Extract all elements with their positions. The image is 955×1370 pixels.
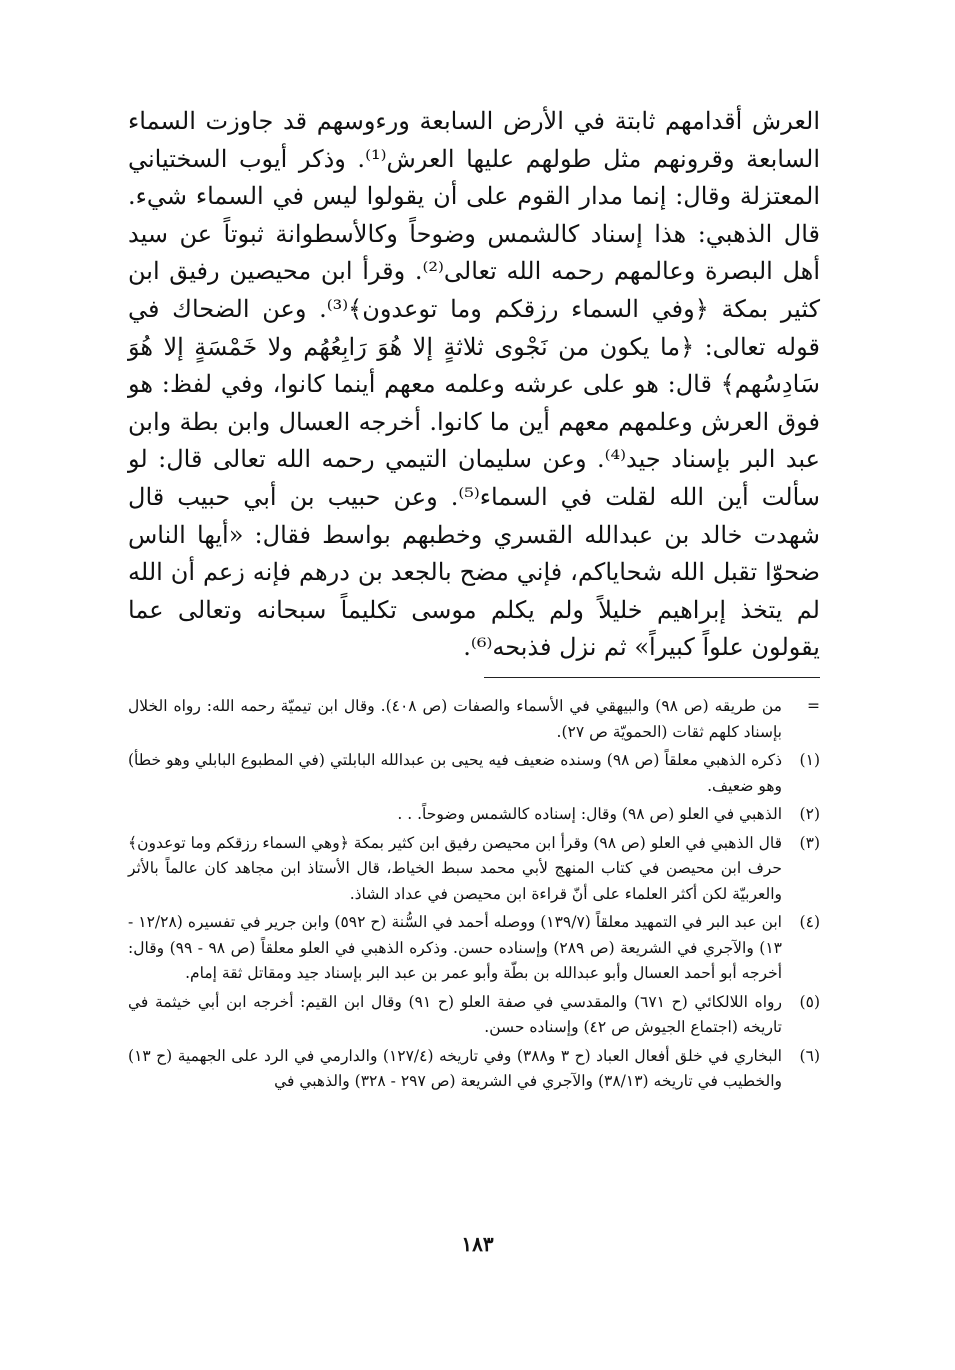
footnote-number: (٣) bbox=[799, 833, 820, 852]
footnote-text: قال الذهبي في العلو (ص ٩٨) وقرأ ابن محيصن رفيق ابن كثير بمكة ﴿وهي السماء رزقكم وما توعدون﴾ حرف ابن محيصن في كتاب المنهج لأبي محمد سبط الخياط، قال الأستاذ ابن مجاهد كان عالماً بالأثر والعربيّة لكن أكثر العلماء على أنّ قراءة ابن محيصن في عداد الشاذ. bbox=[128, 833, 783, 903]
footnote-number: (٢) bbox=[799, 805, 820, 823]
main-paragraph: العرش أقدامهم ثابتة في الأرض السابعة ورءوسهم قد جاوزت السماء السابعة وقرونهم مثل طولهم عليها العرش⁽¹⁾. وذكر أيوب السختياني المعتزلة وقال: إنما مدار القوم على أن يقولوا ليس في السماء شيء. قال الذهبي: هذا إسناد كالشمس وضوحاً وكالأسطوانة ثبوتاً عن سيد أهل البصرة وعالمهم رحمه الله تعالى⁽²⁾. وقرأ ابن محيصين رفيق ابن كثير بمكة ﴿وفي السماء رزقكم وما توعدون﴾⁽³⁾. وعن الضحاك في قوله تعالى: ﴿ما يكون من نَجْوى ثلاثةٍ إلا هُوَ رَابِعُهُم ولا خَمْسَةٍ إلا هُوَ سَادِسُهم﴾ قال: هو على عرشه وعلمه معهم أينما كانوا، وفي لفظ: هو فوق العرش وعلمهم معهم أين ما كانوا. أخرجه العسال وابن بطة وابن عبد البر بإسناد جيد⁽⁴⁾. وعن سليمان التيمي رحمه الله تعالى قال: لو سألت أين الله لقلت في السماء⁽⁵⁾. وعن حبيب بن أبي حبيب قال شهدت خالد بن عبدالله القسري وخطبهم بواسط فقال: «أيها الناس ضحوّا تقبل الله شحاياكم، فإني مضح بالجعد بن درهم فإنه زعم أن الله لم يتخذ إبراهيم خليلاً ولم يكلم موسى تكليماً سبحانه وتعالى عما يقولون علواً كبيراً» ثم نزل فذبحه⁽⁶⁾. bbox=[128, 107, 821, 662]
footnote-continuation bbox=[128, 694, 820, 745]
footnote-text: من طريقه (ص ٩٨) والبيهقي في الأسماء والصفات (ص ٤٠٨). وقال ابن تيميّة رحمه الله: رواه الخلال بإسناد كلهم ثقات (الحمويّة ص ٢٧). bbox=[128, 697, 782, 741]
footnote-3 bbox=[128, 831, 820, 908]
main-text-block bbox=[128, 103, 820, 667]
footnote-5 bbox=[128, 990, 820, 1041]
footnote-text: البخاري في خلق أفعال العباد (ح ٣ و٣٨٨) وفي تاريخه (١٢٧/٤) والدارمي في الرد على الجهمية (ح ١٣) والخطيب في تاريخه (٣٨/١٣) والآجري في الشريعة (ص ٢٩٧ - ٣٢٨) والذهبي في bbox=[128, 1046, 782, 1090]
footnote-number: (١) bbox=[799, 751, 820, 769]
footnote-text: ذكره الذهبي معلقاً (ص ٩٨) وسنده ضعيف فيه يحيى بن عبدالله البابلتي (في المطبوع البابلي وهو خطأ) وهو ضعيف. bbox=[128, 751, 782, 795]
footnote-text: ابن عبد البر في التمهيد معلقاً (١٣٩/٧) ووصله أحمد في السُّنة (ح ٥٩٢) وابن جرير في تفسيره (١٢/٢٨ - ١٣) والآجري في الشريعة (ص ٢٨٩) وإسناده حسن. وذكره الذهبي في العلو معلقاً (ص ٩٨ - ٩٩) وقال: أخرجه أبو أحمد العسال وأبو عبدالله بن بطّة وأبو عمر بن عبد البر بإسناد جيد ومقاتل ثقة إمام. bbox=[128, 913, 782, 982]
page-number: ١٨٣ bbox=[461, 1232, 494, 1256]
footnote-divider bbox=[484, 677, 820, 678]
footnote-marker: = bbox=[807, 697, 820, 715]
footnote-text: الذهبي في العلو (ص ٩٨) وقال: إسناده كالشمس وضوحاً. . . bbox=[397, 805, 782, 823]
footnote-number: (٥) bbox=[799, 992, 820, 1011]
footnotes-section bbox=[128, 694, 820, 1098]
footnote-6 bbox=[128, 1044, 820, 1095]
footnote-text: رواه اللالكائي (ح ٦٧١) والمقدسي في صفة العلو (ح ٩١) وقال ابن القيم: أخرجه ابن أبي خيثمة في تاريخه (اجتماع الجيوش ص ٤٢) وإسناده حسن. bbox=[128, 992, 782, 1036]
footnote-4 bbox=[128, 910, 820, 987]
footnote-2 bbox=[128, 802, 820, 828]
footnote-1 bbox=[128, 748, 820, 799]
footnote-number: (٤) bbox=[799, 913, 820, 931]
footnote-number: (٦) bbox=[799, 1046, 820, 1065]
